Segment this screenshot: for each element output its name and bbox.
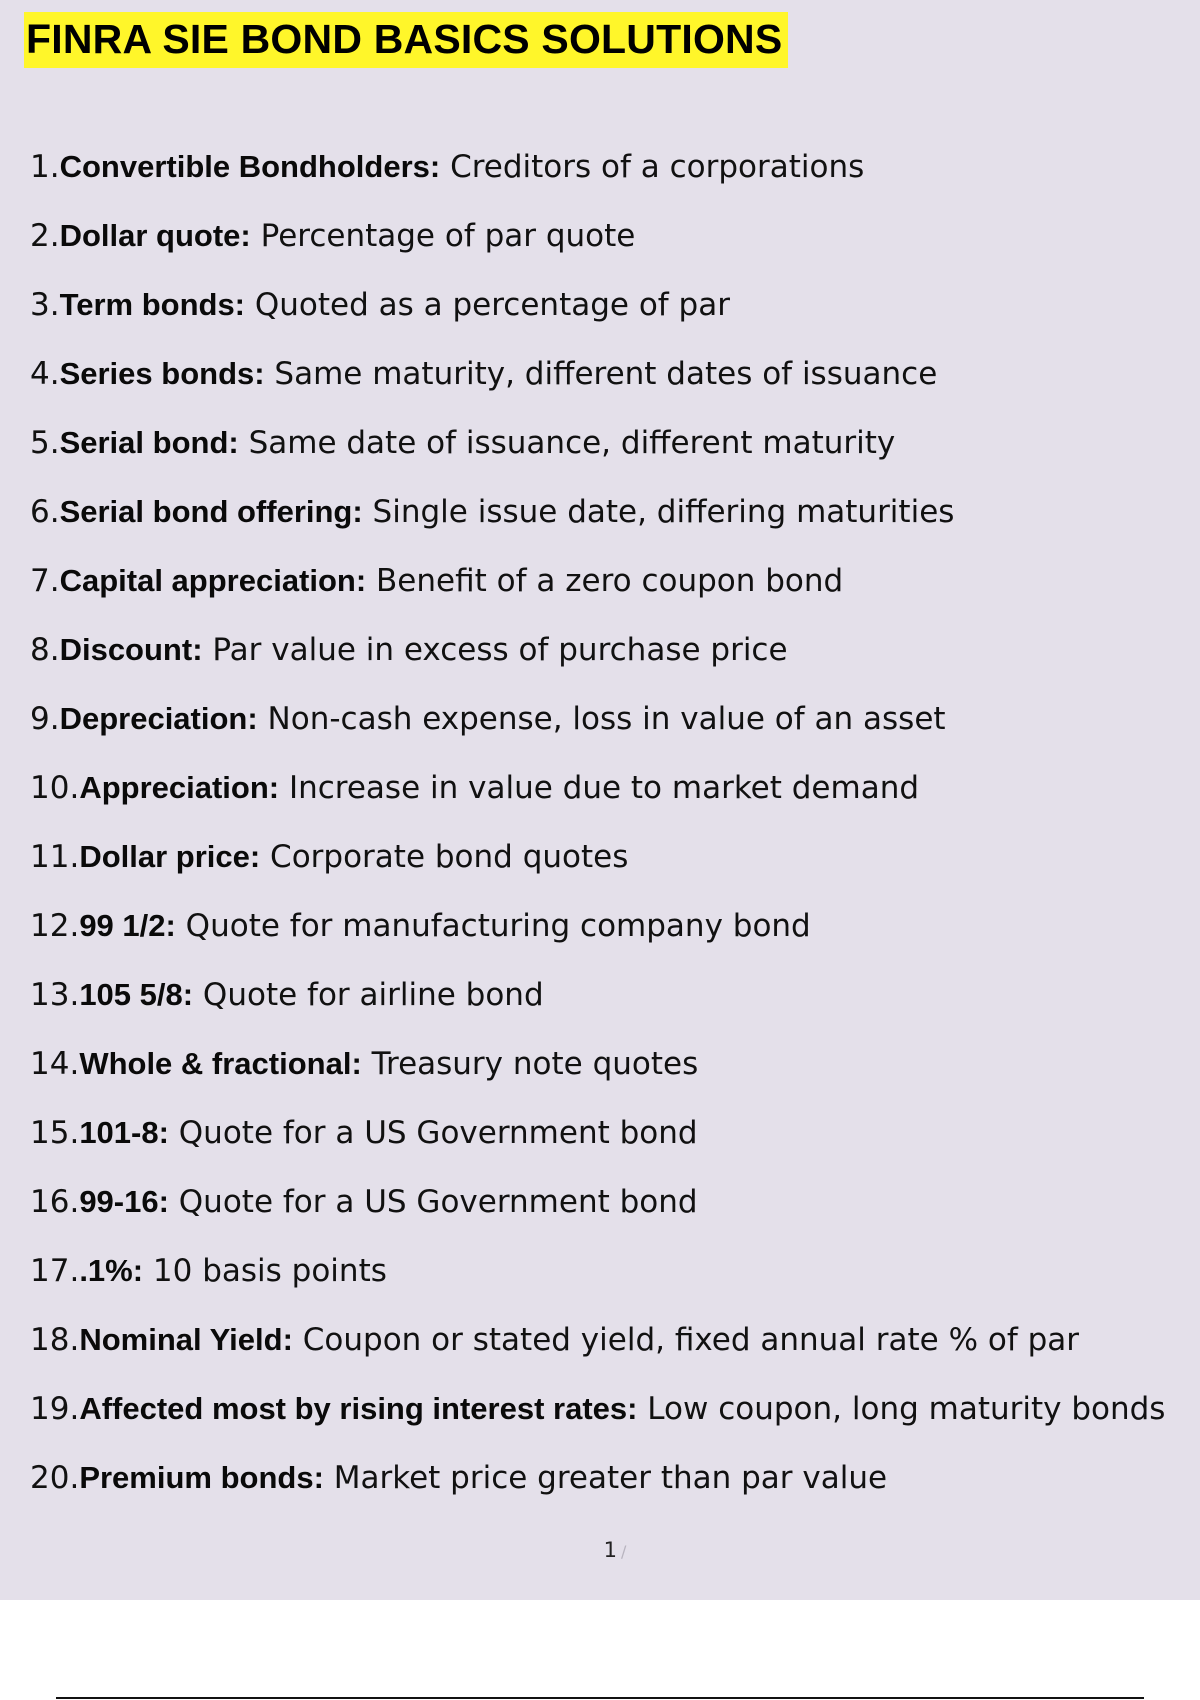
item-term: Whole & fractional:	[79, 1046, 362, 1081]
item-definition: Creditors of a corporations	[440, 149, 865, 185]
item-definition: Par value in excess of purchase price	[202, 632, 788, 668]
item-definition: Single issue date, differing maturities	[362, 494, 955, 530]
item-number: 6.	[30, 494, 60, 530]
list-item	[30, 1110, 1200, 1179]
footer-divider	[56, 1697, 1144, 1699]
item-number: 19.	[30, 1391, 80, 1427]
item-number: 11.	[30, 839, 80, 875]
item-definition: Quote for a US Government bond	[168, 1184, 698, 1220]
item-term: Dollar quote:	[59, 218, 251, 253]
item-term: .1%:	[79, 1253, 144, 1288]
item-number: 4.	[30, 356, 60, 392]
item-definition: Same maturity, different dates of issuance	[264, 356, 938, 392]
list-item	[30, 489, 1200, 558]
item-definition: Low coupon, long maturity bonds	[637, 1391, 1166, 1427]
item-term: Capital appreciation:	[59, 563, 367, 598]
item-definition: Non-cash expense, loss in value of an asset	[257, 701, 946, 737]
item-definition: Quote for airline bond	[193, 977, 544, 1013]
list-item	[30, 558, 1200, 627]
definition-list	[30, 144, 1200, 1524]
item-term: Serial bond offering:	[59, 494, 363, 529]
item-number: 3.	[30, 287, 60, 323]
item-number: 17.	[30, 1253, 80, 1289]
list-item	[30, 834, 1200, 903]
page-number	[0, 1538, 1200, 1562]
item-number: 18.	[30, 1322, 80, 1358]
list-item	[30, 765, 1200, 834]
item-number: 16.	[30, 1184, 80, 1220]
item-definition: Quote for manufacturing company bond	[175, 908, 811, 944]
list-item	[30, 144, 1200, 213]
list-item	[30, 420, 1200, 489]
item-definition: Same date of issuance, different maturity	[238, 425, 896, 461]
item-term: 101-8:	[79, 1115, 169, 1150]
item-definition: Increase in value due to market demand	[279, 770, 920, 806]
item-number: 13.	[30, 977, 80, 1013]
item-number: 2.	[30, 218, 60, 254]
item-definition: Percentage of par quote	[250, 218, 636, 254]
item-term: Term bonds:	[59, 287, 246, 322]
item-term: Series bonds:	[59, 356, 265, 391]
item-term: Depreciation:	[59, 701, 258, 736]
page-number-value: 1	[603, 1538, 617, 1562]
item-term: 105 5/8:	[79, 977, 194, 1012]
item-definition: Quote for a US Government bond	[168, 1115, 698, 1151]
item-term: Affected most by rising interest rates:	[79, 1391, 638, 1426]
item-definition: Corporate bond quotes	[260, 839, 629, 875]
item-number: 15.	[30, 1115, 80, 1151]
item-term: Convertible Bondholders:	[59, 149, 441, 184]
item-number: 9.	[30, 701, 60, 737]
item-definition: Quoted as a percentage of par	[245, 287, 730, 323]
item-number: 20.	[30, 1460, 80, 1496]
list-item	[30, 282, 1200, 351]
list-item	[30, 1179, 1200, 1248]
list-item	[30, 1455, 1200, 1524]
list-item	[30, 351, 1200, 420]
item-definition: Treasury note quotes	[361, 1046, 699, 1082]
list-item	[30, 1317, 1200, 1386]
item-definition: Benefit of a zero coupon bond	[366, 563, 844, 599]
item-number: 12.	[30, 908, 80, 944]
list-item	[30, 696, 1200, 765]
list-item	[30, 213, 1200, 282]
item-term: Serial bond:	[59, 425, 239, 460]
list-item	[30, 903, 1200, 972]
document-title: FINRA SIE BOND BASICS SOLUTIONS	[24, 12, 788, 68]
item-number: 10.	[30, 770, 80, 806]
item-number: 1.	[30, 149, 60, 185]
list-item	[30, 972, 1200, 1041]
item-term: 99-16:	[79, 1184, 169, 1219]
item-term: Discount:	[59, 632, 203, 667]
item-number: 14.	[30, 1046, 80, 1082]
item-number: 7.	[30, 563, 60, 599]
item-definition: Market price greater than par value	[323, 1460, 888, 1496]
item-term: 99 1/2:	[79, 908, 176, 943]
item-term: Premium bonds:	[79, 1460, 324, 1495]
page-number-separator: /	[620, 1542, 627, 1561]
item-term: Dollar price:	[79, 839, 261, 874]
list-item	[30, 1041, 1200, 1110]
item-definition: 10 basis points	[143, 1253, 387, 1289]
list-item	[30, 627, 1200, 696]
item-number: 5.	[30, 425, 60, 461]
list-item	[30, 1248, 1200, 1317]
item-definition: Coupon or stated yield, fixed annual rate % of par	[292, 1322, 1080, 1358]
list-item	[30, 1386, 1200, 1455]
item-number: 8.	[30, 632, 60, 668]
item-term: Appreciation:	[79, 770, 280, 805]
item-term: Nominal Yield:	[79, 1322, 293, 1357]
